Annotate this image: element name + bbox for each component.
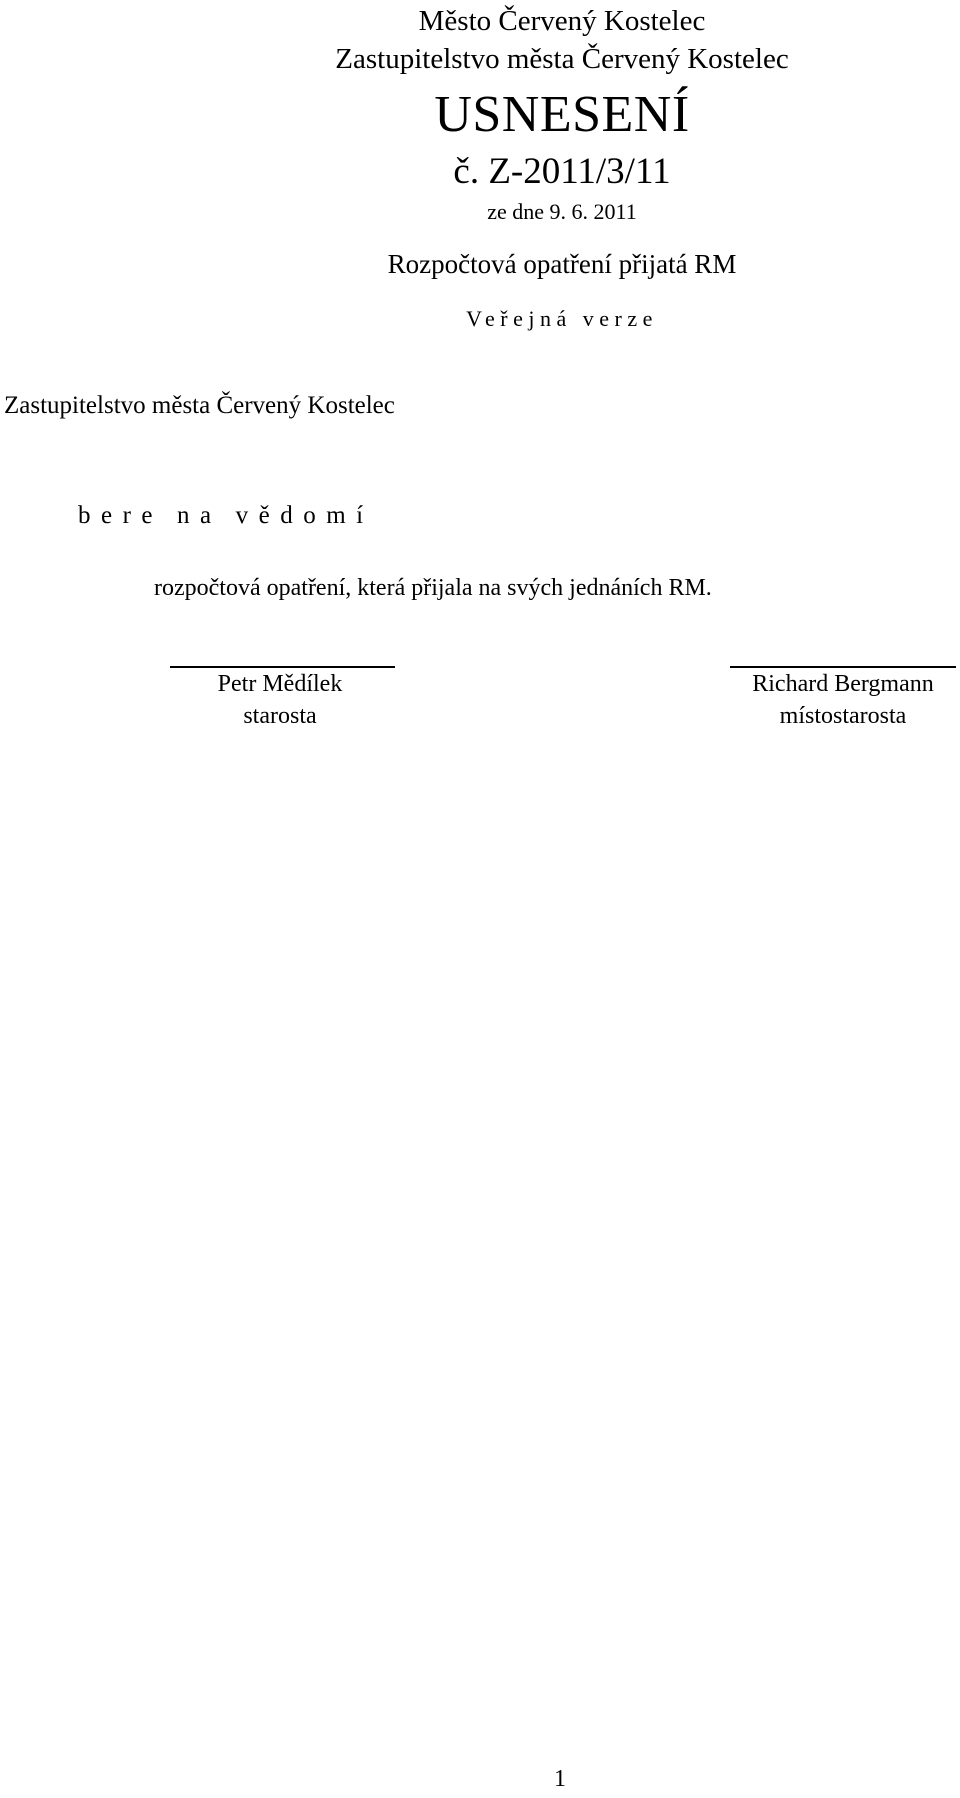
resolution-number: č. Z-2011/3/11 xyxy=(453,151,671,192)
signatory-name: Richard Bergmann xyxy=(752,671,934,697)
resolve-word-vedomi: vědomí xyxy=(235,502,374,529)
document-title: USNESENÍ xyxy=(434,86,690,143)
resolve-phrase xyxy=(78,502,374,530)
resolution-subject: Rozpočtová opatření přijatá RM xyxy=(387,249,737,279)
body-council-name: Zastupitelstvo města Červený Kostelec xyxy=(4,392,395,419)
publicity-label: Veřejná verze xyxy=(466,306,658,331)
signatory-role: starosta xyxy=(243,703,317,730)
resolution-date: ze dne 9. 6. 2011 xyxy=(487,199,637,224)
resolution-text: rozpočtová opatření, která přijala na svých jednáních RM. xyxy=(154,575,712,601)
signatory-name: Petr Mědílek xyxy=(217,671,343,697)
council-name: Zastupitelstvo města Červený Kostelec xyxy=(335,43,789,75)
signatory-role: místostarosta xyxy=(779,703,907,730)
signature-block-deputy xyxy=(726,668,960,733)
city-name: Město Červený Kostelec xyxy=(418,5,706,37)
resolve-word-na: na xyxy=(177,502,222,529)
signature-block-mayor xyxy=(160,668,400,733)
resolve-word-bere: bere xyxy=(78,502,164,529)
page-number: 1 xyxy=(554,1766,566,1792)
